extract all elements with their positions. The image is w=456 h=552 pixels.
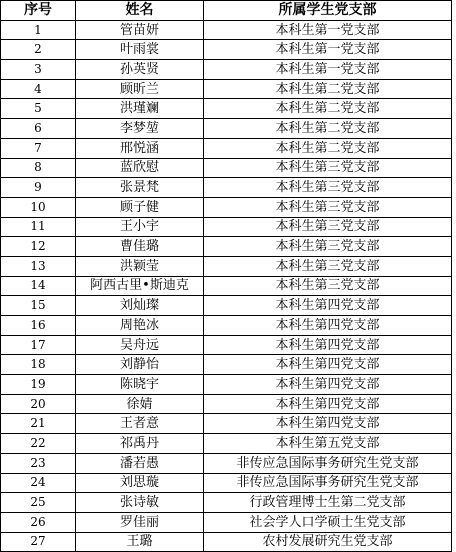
- table-row: [1, 158, 452, 178]
- row-name: 管苗妍: [76, 20, 204, 40]
- row-name: 孙英贤: [76, 60, 204, 80]
- table-row: [1, 355, 452, 375]
- row-branch: 本科生第四党支部: [204, 335, 452, 355]
- row-number: 21: [1, 414, 76, 434]
- row-name: 叶雨裳: [76, 40, 204, 60]
- table-row: [1, 60, 452, 80]
- row-number: 17: [1, 335, 76, 355]
- row-name: 陈晓宇: [76, 375, 204, 395]
- row-name: 阿西古里•斯迪克: [76, 276, 204, 296]
- table-row: [1, 119, 452, 139]
- row-name: 洪瑾斓: [76, 99, 204, 119]
- row-name: 王璐: [76, 532, 204, 552]
- row-name: 蓝欣慰: [76, 158, 204, 178]
- table-row: [1, 276, 452, 296]
- row-number: 22: [1, 434, 76, 454]
- table-row: [1, 493, 452, 513]
- row-number: 16: [1, 316, 76, 336]
- row-branch: 本科生第四党支部: [204, 375, 452, 395]
- row-number: 10: [1, 197, 76, 217]
- row-branch: 本科生第四党支部: [204, 414, 452, 434]
- row-name: 曹佳璐: [76, 237, 204, 257]
- header-row: [1, 1, 452, 21]
- table-row: [1, 99, 452, 119]
- header-name: 姓名: [76, 1, 204, 21]
- row-branch: 本科生第三党支部: [204, 217, 452, 237]
- header-number: 序号: [1, 1, 76, 21]
- row-name: 周艳冰: [76, 316, 204, 336]
- row-name: 徐婧: [76, 394, 204, 414]
- row-name: 刘灿璨: [76, 296, 204, 316]
- table-row: [1, 473, 452, 493]
- row-number: 14: [1, 276, 76, 296]
- row-number: 3: [1, 60, 76, 80]
- row-name: 洪颖莹: [76, 256, 204, 276]
- row-number: 1: [1, 20, 76, 40]
- row-name: 祁禹丹: [76, 434, 204, 454]
- row-name: 顾昕兰: [76, 79, 204, 99]
- row-branch: 本科生第三党支部: [204, 237, 452, 257]
- row-branch: 本科生第三党支部: [204, 197, 452, 217]
- row-name: 罗佳丽: [76, 512, 204, 532]
- row-branch: 社会学人口学硕士生党支部: [204, 512, 452, 532]
- table-row: [1, 197, 452, 217]
- row-branch: 本科生第四党支部: [204, 296, 452, 316]
- row-number: 12: [1, 237, 76, 257]
- row-number: 18: [1, 355, 76, 375]
- row-number: 19: [1, 375, 76, 395]
- table-row: [1, 335, 452, 355]
- header-branch: 所属学生党支部: [204, 1, 452, 21]
- table-row: [1, 20, 452, 40]
- row-branch: 本科生第三党支部: [204, 158, 452, 178]
- row-branch: 本科生第二党支部: [204, 79, 452, 99]
- table-header: [1, 1, 452, 21]
- row-branch: 非传应急国际事务研究生党支部: [204, 473, 452, 493]
- row-name: 刘静怡: [76, 355, 204, 375]
- row-branch: 本科生第三党支部: [204, 178, 452, 198]
- row-branch: 本科生第五党支部: [204, 434, 452, 454]
- row-branch: 行政管理博士生第二党支部: [204, 493, 452, 513]
- table-row: [1, 375, 452, 395]
- table-row: [1, 256, 452, 276]
- table-row: [1, 532, 452, 552]
- row-name: 顾子健: [76, 197, 204, 217]
- row-branch: 本科生第三党支部: [204, 276, 452, 296]
- row-name: 吴舟远: [76, 335, 204, 355]
- row-number: 7: [1, 138, 76, 158]
- row-branch: 本科生第一党支部: [204, 20, 452, 40]
- row-branch: 本科生第三党支部: [204, 256, 452, 276]
- row-number: 20: [1, 394, 76, 414]
- table-row: [1, 296, 452, 316]
- row-name: 张景梵: [76, 178, 204, 198]
- table-row: [1, 512, 452, 532]
- row-name: 邢悦涵: [76, 138, 204, 158]
- row-branch: 本科生第四党支部: [204, 355, 452, 375]
- row-name: 王者意: [76, 414, 204, 434]
- row-branch: 本科生第四党支部: [204, 316, 452, 336]
- row-number: 23: [1, 453, 76, 473]
- table-row: [1, 394, 452, 414]
- table-row: [1, 434, 452, 454]
- row-name: 潘若愚: [76, 453, 204, 473]
- row-number: 6: [1, 119, 76, 139]
- row-branch: 本科生第一党支部: [204, 60, 452, 80]
- table-row: [1, 316, 452, 336]
- row-number: 4: [1, 79, 76, 99]
- table-row: [1, 237, 452, 257]
- row-branch: 本科生第二党支部: [204, 138, 452, 158]
- row-branch: 本科生第二党支部: [204, 99, 452, 119]
- row-number: 13: [1, 256, 76, 276]
- row-number: 9: [1, 178, 76, 198]
- table-row: [1, 217, 452, 237]
- table-row: [1, 414, 452, 434]
- row-branch: 本科生第二党支部: [204, 119, 452, 139]
- row-number: 25: [1, 493, 76, 513]
- row-number: 26: [1, 512, 76, 532]
- table-row: [1, 79, 452, 99]
- row-number: 24: [1, 473, 76, 493]
- row-name: 刘思璇: [76, 473, 204, 493]
- row-number: 27: [1, 532, 76, 552]
- table-row: [1, 40, 452, 60]
- table-row: [1, 138, 452, 158]
- row-name: 王小宇: [76, 217, 204, 237]
- row-name: 李梦堃: [76, 119, 204, 139]
- row-branch: 本科生第一党支部: [204, 40, 452, 60]
- row-name: 张诗敏: [76, 493, 204, 513]
- row-number: 15: [1, 296, 76, 316]
- row-branch: 农村发展研究生党支部: [204, 532, 452, 552]
- row-number: 2: [1, 40, 76, 60]
- table-row: [1, 453, 452, 473]
- row-number: 11: [1, 217, 76, 237]
- row-number: 8: [1, 158, 76, 178]
- row-branch: 本科生第四党支部: [204, 394, 452, 414]
- table-body: [1, 20, 452, 552]
- row-branch: 非传应急国际事务研究生党支部: [204, 453, 452, 473]
- row-number: 5: [1, 99, 76, 119]
- table-row: [1, 178, 452, 198]
